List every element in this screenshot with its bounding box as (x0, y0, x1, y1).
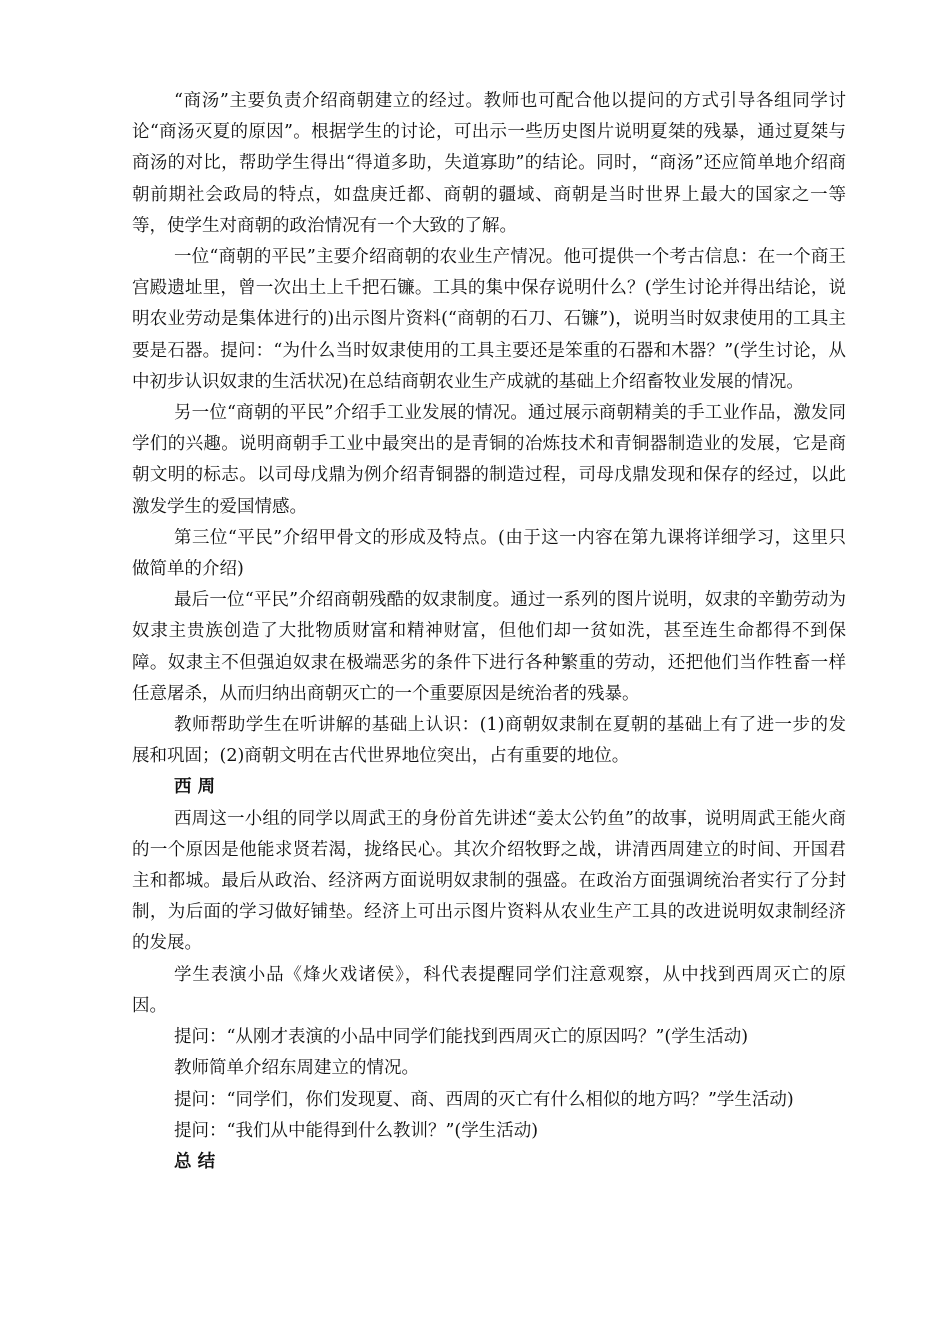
section-heading-xizhou: 西 周 (174, 777, 216, 798)
paragraph-question-3: 提问：“我们从中能得到什么教训？”(学生活动) (174, 1120, 539, 1141)
document-page (132, 86, 846, 1178)
paragraph-teacher-summary: 教师帮助学生在听讲解的基础上认识：(1)商朝奴隶制在夏朝的基础上有了进一步的发展和巩固；(2)商朝文明在古代世界地位突出，占有重要的地位。 (132, 715, 846, 767)
paragraph-skit: 学生表演小品《烽火戏诸侯》，科代表提醒同学们注意观察，从中找到西周灭亡的原因。 (132, 964, 846, 1016)
paragraph-dongzhou: 教师简单介绍东周建立的情况。 (174, 1058, 419, 1079)
paragraph-shangtang: “商汤”主要负责介绍商朝建立的经过。教师也可配合他以提问的方式引导各组同学讨论“商汤灭夏的原因”。根据学生的讨论，可出示一些历史图片说明夏桀的残暴，通过夏桀与商汤的对比，帮助学生得出“得道多助，失道寡助”的结论。同时，“商汤”还应简单地介绍商朝前期社会政局的特点，如盘庚迁都、商朝的疆域、商朝是当时世界上最大的国家之一等等，使学生对商朝的政治情况有一个大致的了解。 (132, 91, 846, 236)
paragraph-slavery: 最后一位“平民”介绍商朝残酷的奴隶制度。通过一系列的图片说明，奴隶的辛勤劳动为奴隶主贵族创造了大批物质财富和精神财富，但他们却一贫如洗，甚至连生命都得不到保障。奴隶主不但强迫奴隶在极端恶劣的条件下进行各种繁重的劳动，还把他们当作牲畜一样任意屠杀，从而归纳出商朝灭亡的一个重要原因是统治者的残暴。 (132, 590, 846, 704)
paragraph-agriculture: 一位“商朝的平民”主要介绍商朝的农业生产情况。他可提供一个考古信息：在一个商王宫殿遗址里，曾一次出土上千把石镰。工具的集中保存说明什么？(学生讨论并得出结论，说明农业劳动是集体进行的)出示图片资料(“商朝的石刀、石镰”)，说明当时奴隶使用的工具主要是石器。提问：“为什么当时奴隶使用的工具主要还是笨重的石器和木器？”(学生讨论，从中初步认识奴隶的生活状况)在总结商朝农业生产成就的基础上介绍畜牧业发展的情况。 (132, 247, 846, 392)
section-heading-summary: 总 结 (174, 1151, 216, 1172)
paragraph-question-1: 提问：“从刚才表演的小品中同学们能找到西周灭亡的原因吗？”(学生活动) (174, 1027, 749, 1048)
paragraph-oracle-bone: 第三位“平民”介绍甲骨文的形成及特点。(由于这一内容在第九课将详细学习，这里只做简单的介绍) (132, 527, 846, 580)
paragraph-handicraft: 另一位“商朝的平民”介绍手工业发展的情况。通过展示商朝精美的手工业作品，激发同学们的兴趣。说明商朝手工业中最突出的是青铜的冶炼技术和青铜器制造业的发展，它是商朝文明的标志。以司母戊鼎为例介绍青铜器的制造过程，司母戊鼎发现和保存的经过，以此激发学生的爱国情感。 (132, 403, 846, 517)
paragraph-xizhou-intro: 西周这一小组的同学以周武王的身份首先讲述“姜太公钓鱼”的故事，说明周武王能火商的一个原因是他能求贤若渴，拢络民心。其次介绍牧野之战，讲清西周建立的时间、开国君主和都城。最后从政治、经济两方面说明奴隶制的强盛。在政治方面强调统治者实行了分封制，为后面的学习做好铺垫。经济上可出示图片资料从农业生产工具的改进说明奴隶制经济的发展。 (132, 808, 846, 954)
paragraph-question-2: 提问：“同学们，你们发现夏、商、西周的灭亡有什么相似的地方吗？”学生活动) (174, 1089, 794, 1110)
